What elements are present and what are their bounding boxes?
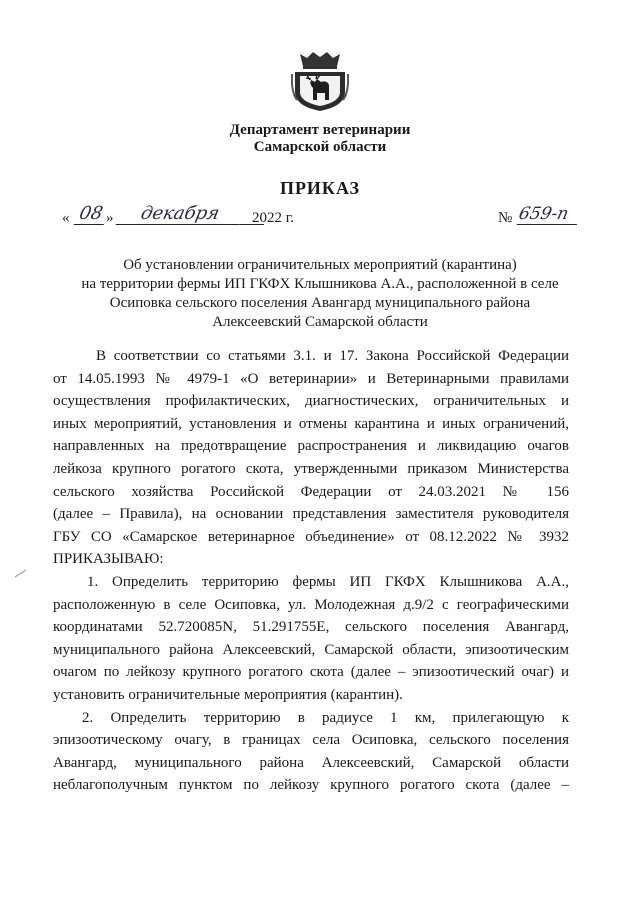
subject-line: Осиповка сельского поселения Авангард муниципального района	[109, 295, 531, 311]
body-line: ПРИКАЗЫВАЮ:	[53, 551, 164, 568]
subject-line: на территории фермы ИП ГКФХ Клышникова А.А., расположенной в селе	[81, 276, 559, 292]
body-line: от 14.05.1993 № 4979-1 «О ветеринарии» и Ветеринарными правилами	[53, 370, 569, 387]
order-subject	[50, 256, 590, 332]
order-number-handwritten: 659-п	[517, 204, 581, 225]
date-year: 2022 г.	[252, 210, 294, 226]
body-line: В соответствии со статьями 3.1. и 17. Закона Российской Федерации	[96, 348, 569, 364]
date-day-handwritten: 08	[74, 203, 109, 225]
coat-of-arms-icon	[291, 48, 349, 112]
body-line: очагом по лейкозу крупного рогатого скота (далее – эпизоотический очаг) и	[53, 664, 569, 681]
department-name-line1: Департамент ветеринарии	[229, 122, 411, 138]
body-line: расположенную в селе Осиповка, ул. Молодежная д.9/2 с географическими	[53, 596, 569, 613]
date-month-handwritten: декабря	[116, 203, 245, 225]
subject-line: Об установлении ограничительных мероприятий (карантина)	[123, 257, 517, 273]
department-name-line2: Самарской области	[253, 139, 387, 155]
body-line: лейкоза крупного рогатого скота, утвержденными приказом Министерства	[53, 460, 569, 477]
margin-pen-mark	[14, 568, 28, 578]
body-line: установить ограничительные мероприятия (карантин).	[53, 686, 403, 703]
subject-line: Алексеевский Самарской области	[212, 314, 428, 330]
body-line: осуществления профилактических, диагностических, ограничительных и	[53, 393, 569, 410]
body-line: направленных на предотвращение распространения и ликвидацию очагов	[53, 438, 569, 455]
body-line: муниципального района Алексеевский, Самарской области, эпизоотическим	[53, 641, 569, 658]
body-line: сельского хозяйства Российской Федерации от 24.03.2021 № 156	[53, 483, 569, 500]
body-line: иных мероприятий, установления и отмены карантина и иных ограничений,	[53, 415, 569, 432]
body-line: координатами 52.720085N, 51.291755E, сельского поселения Авангард,	[53, 619, 569, 636]
order-body	[53, 345, 569, 797]
body-line: 1. Определить территорию фермы ИП ГКФХ Клышникова А.А.,	[87, 573, 569, 590]
date-open-quote: «	[62, 210, 70, 226]
order-number-label: №	[498, 210, 513, 226]
body-line: 2. Определить территорию в радиусе 1 км, прилегающую к	[82, 709, 569, 726]
date-close-quote: »	[106, 210, 114, 226]
body-line: (далее – Правила), на основании представления заместителя руководителя	[53, 506, 569, 523]
body-line: неблагополучным пунктом по лейкозу крупного рогатого скота (далее –	[53, 777, 569, 794]
body-line: Авангард, муниципального района Алексеевский, Самарской области	[53, 754, 569, 771]
document-title: ПРИКАЗ	[279, 178, 361, 198]
order-date-and-number	[62, 203, 578, 236]
body-line: эпизоотическому очагу, в границах села Осиповка, сельского поселения	[53, 732, 569, 749]
body-line: ГБУ СО «Самарское ветеринарное объединение» от 08.12.2022 № 3932	[53, 528, 569, 545]
